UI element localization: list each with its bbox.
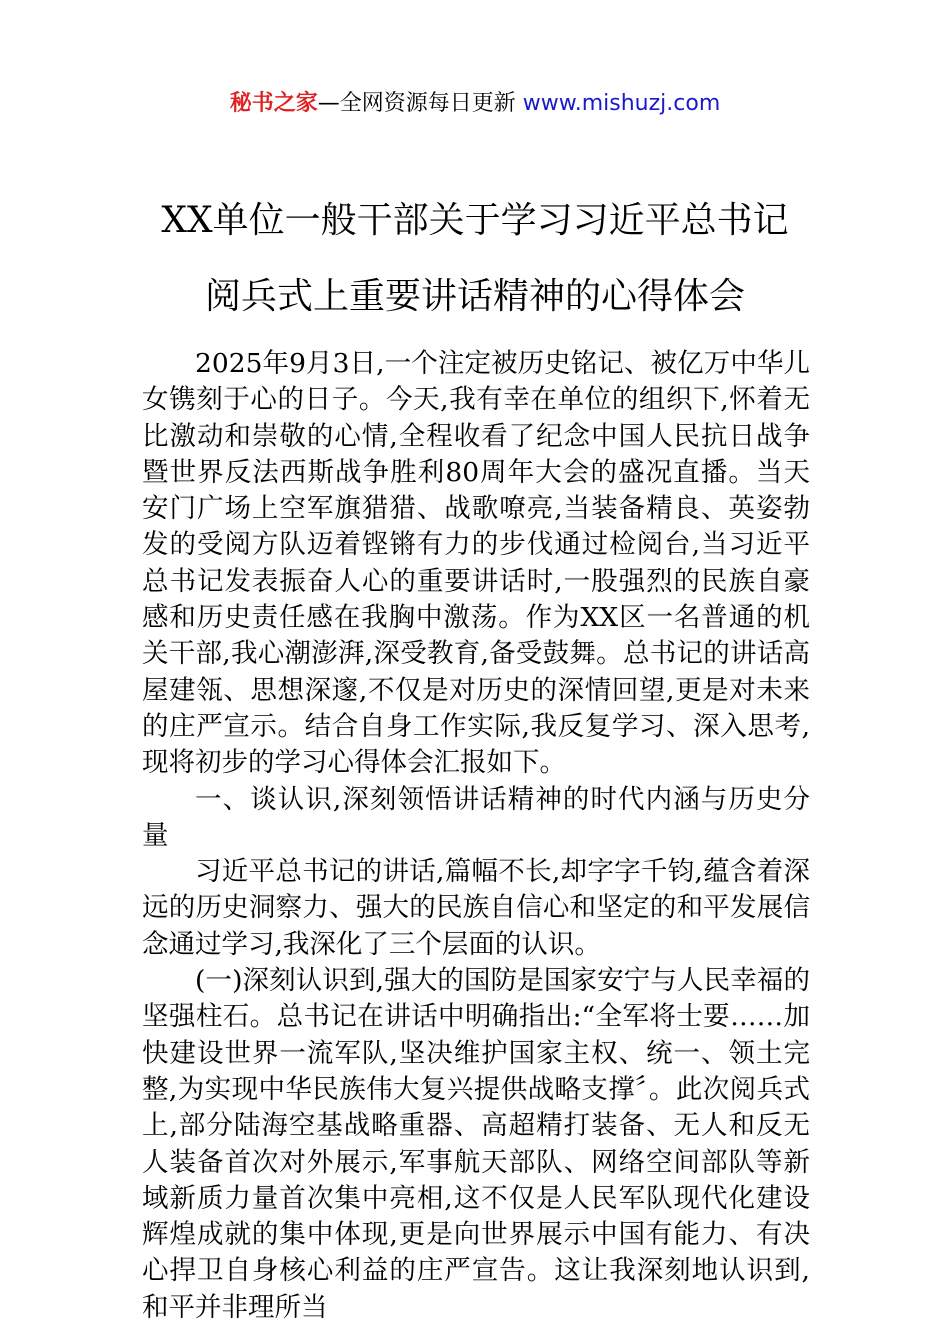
site-slogan: —全网资源每日更新 <box>317 91 516 116</box>
section-heading: 一、谈认识,深刻领悟讲话精神的时代内涵与历史分量 <box>142 783 810 851</box>
body-paragraph: 习近平总书记的讲话,篇幅不长,却字字千钧,蕴含着深远的历史洞察力、强大的民族自信心和坚定的和平发展信念通过学习,我深化了三个层面的认识。 <box>142 856 810 960</box>
site-url-link[interactable]: www.mishuzj.com <box>522 91 721 116</box>
title-line-1: XX单位一般干部关于学习习近平总书记 <box>161 200 789 241</box>
document-body <box>142 346 810 1326</box>
title-line-2: 阅兵式上重要讲话精神的心得体会 <box>204 276 745 317</box>
document-title <box>0 183 950 335</box>
site-brand: 秘书之家 <box>229 91 318 116</box>
intro-paragraph: 2025年9月3日,一个注定被历史铭记、被亿万中华儿女镌刻于心的日子。今天,我有幸在单位的组织下,怀着无比激动和崇敬的心情,全程收看了纪念中国人民抗日战争暨世界反法西斯战争胜利80周年大会的盛况直播。当天安门广场上空军旗猎猎、战歌嘹亮,当装备精良、英姿勃发的受阅方队迈着铿锵有力的步伐通过检阅台,当习近平总书记发表振奋人心的重要讲话时,一股强烈的民族自豪感和历史责任感在我胸中激荡。作为XX区一名普通的机关干部,我心潮澎湃,深受教育,备受鼓舞。总书记的讲话高屋建瓴、思想深邃,不仅是对历史的深情回望,更是对未来的庄严宣示。结合自身工作实际,我反复学习、深入思考,现将初步的学习心得体会汇报如下。 <box>142 348 810 779</box>
body-paragraph: (一)深刻认识到,强大的国防是国家安宁与人民幸福的坚强柱石。总书记在讲话中明确指出:“全军将士要……加快建设世界一流军队,坚决维护国家主权、统一、领土完整,为实现中华民族伟大复兴提供战略支撑〞。此次阅兵式上,部分陆海空基战略重器、高超精打装备、无人和反无人装备首次对外展示,军事航天部队、网络空间部队等新域新质力量首次集中亮相,这不仅是人民军队现代化建设辉煌成就的集中体现,更是向世界展示中国有能力、有决心捍卫自身核心利益的庄严宣告。这让我深刻地认识到,和平并非理所当 <box>142 965 810 1323</box>
site-header <box>0 88 950 120</box>
